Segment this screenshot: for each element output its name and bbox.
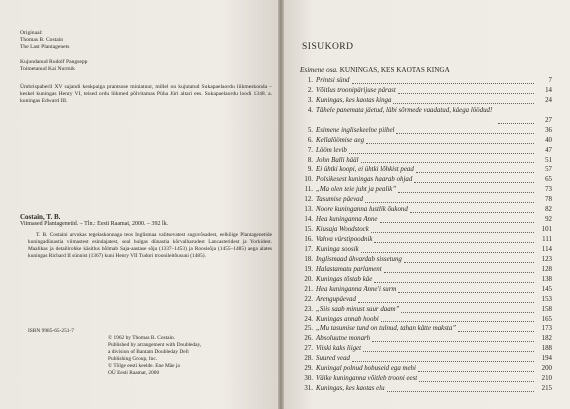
credit-line bbox=[20, 52, 272, 59]
toc-entry-page: 194 bbox=[541, 355, 552, 363]
toc-entry-number: 10. bbox=[304, 176, 313, 184]
toc-entry-page: 123 bbox=[541, 255, 552, 263]
toc-entry-page: 92 bbox=[545, 216, 552, 224]
toc-entry-page: 111 bbox=[542, 236, 552, 244]
toc-leader-dots bbox=[352, 361, 534, 362]
toc-entry-page: 200 bbox=[541, 365, 552, 373]
toc-leader-dots bbox=[498, 123, 534, 124]
toc-entry-title: Hea kuninganna Anne'i surm bbox=[316, 285, 397, 293]
toc-leader-dots bbox=[404, 262, 534, 263]
toc-entry[interactable] bbox=[300, 126, 552, 136]
toc-entry[interactable] bbox=[300, 106, 552, 126]
isbn: ISBN 9985-65-251-7 bbox=[28, 328, 74, 334]
right-page bbox=[284, 0, 570, 409]
toc-leader-dots bbox=[393, 103, 534, 104]
toc-entry-title: Kiusaja Woodstock bbox=[316, 226, 369, 234]
toc-entry-page: 145 bbox=[541, 285, 552, 293]
toc-entry-title: Printsi sünd bbox=[316, 77, 350, 84]
toc-entry[interactable] bbox=[300, 324, 552, 334]
toc-entry[interactable] bbox=[300, 285, 552, 295]
toc-entry-page: 114 bbox=[541, 245, 552, 253]
toc-leader-dots bbox=[401, 312, 534, 313]
toc-entry[interactable] bbox=[300, 76, 552, 86]
toc-leader-dots bbox=[361, 162, 535, 163]
toc-entry-number: 29. bbox=[304, 365, 313, 373]
toc-entry-title: Võitlus troonipärijuse pärast bbox=[316, 86, 396, 94]
toc-entry-page: 36 bbox=[545, 126, 552, 134]
toc-entry-number: 26. bbox=[304, 335, 313, 343]
toc-entry-number: 23. bbox=[304, 305, 313, 313]
toc-entry-page: 73 bbox=[545, 186, 552, 194]
toc-entry-title: Inglismaad ähvardab sissetung bbox=[316, 255, 402, 263]
toc-entry-number: 27. bbox=[304, 345, 313, 353]
toc-leader-dots bbox=[398, 93, 534, 94]
toc-entry-title: Esimene inglisekeelne piibel bbox=[316, 126, 395, 134]
toc-leader-dots bbox=[419, 381, 534, 382]
toc-entry[interactable] bbox=[300, 86, 552, 96]
copyright-line: Publishing Group, Inc. bbox=[108, 356, 158, 362]
toc-entry-title: Kuningas, kes kaotas kinga bbox=[316, 96, 392, 104]
toc-entry-title: „Siis saab minust suur daam” bbox=[316, 305, 400, 313]
toc-leader-dots bbox=[410, 212, 534, 213]
toc-entry-number: 19. bbox=[304, 265, 313, 273]
copyright-line: © Tõlge eesti keelde. Ene Mäe ja bbox=[108, 363, 180, 369]
toc-entry-number: 20. bbox=[304, 275, 313, 283]
toc-entry-title: Vahva vürstipoodnik bbox=[316, 236, 373, 244]
credit-line: The Last Plantagenets bbox=[20, 44, 70, 51]
copyright-line: a division of Bantam Doubleday Dell bbox=[108, 349, 189, 355]
toc-leader-dots bbox=[398, 292, 534, 293]
toc-entry-title: Polsikesest kuningas haarab ohjad bbox=[316, 176, 413, 184]
toc-entry-page: 7 bbox=[548, 77, 552, 84]
toc-entry[interactable] bbox=[300, 384, 552, 394]
toc-entry-page: 24 bbox=[545, 96, 552, 104]
abstract-text: T. B. Costaini arvukas tegelaskonnaga teos Inglismaa valitsevatest suguvõsadest, eelkõige Plantagenetide kuningadünastia viimastest esindajatest, seal hulgas dünastia kõrvalharudest Lancasteridest ja Yorkidest. Maalikas ja detailirohke käsitlus hõlmab Saja-aastase sõja (1337–1453) ja Roosisõja (1455–1485) aega alates kuningas Richard II sünnist (1367) kuni Henry VII Tudori troonileitõusuni (1485). bbox=[28, 232, 272, 259]
toc-leader-dots bbox=[374, 282, 534, 283]
toc-entry-page: 51 bbox=[545, 156, 552, 164]
table-of-contents bbox=[300, 76, 552, 394]
part-prefix: Esimene osa. bbox=[300, 66, 338, 74]
toc-entry-number: 30. bbox=[304, 375, 313, 383]
toc-entry-number: 3. bbox=[307, 96, 313, 104]
credit-line: Kujundanud Rudolf Pangsepp bbox=[20, 58, 88, 65]
toc-entry[interactable] bbox=[300, 315, 552, 325]
toc-entry-page: 14 bbox=[545, 86, 552, 94]
toc-entry-number: 14. bbox=[304, 216, 313, 224]
copyright-line: © 1962 by Thomas B. Costain. bbox=[108, 335, 176, 341]
toc-entry[interactable] bbox=[300, 165, 552, 175]
toc-entry-number: 21. bbox=[304, 285, 313, 293]
toc-entry[interactable] bbox=[300, 175, 552, 185]
credit-line: Toimetanud Kai Nurmik bbox=[20, 66, 75, 73]
toc-entry[interactable] bbox=[300, 195, 552, 205]
toc-entry-number: 6. bbox=[307, 136, 313, 144]
toc-leader-dots bbox=[387, 391, 534, 392]
toc-leader-dots bbox=[363, 351, 534, 352]
toc-leader-dots bbox=[358, 302, 534, 303]
credit-line: Originaal: bbox=[20, 30, 43, 36]
toc-entry[interactable] bbox=[300, 235, 552, 245]
toc-entry-title: Kuningas tõstab käe bbox=[316, 275, 373, 283]
toc-leader-dots bbox=[414, 182, 534, 183]
toc-leader-dots bbox=[349, 153, 534, 154]
toc-leader-dots bbox=[458, 331, 534, 332]
toc-entry-title: Kuninga soosik bbox=[316, 245, 359, 253]
toc-entry[interactable] bbox=[300, 156, 552, 166]
toc-entry[interactable] bbox=[300, 364, 552, 374]
toc-entry-number: 5. bbox=[307, 126, 313, 134]
part-name: KUNINGAS, KES KAOTAS KINGA bbox=[339, 66, 450, 74]
catalog-heading: Costain, T. B. bbox=[20, 213, 61, 221]
part-title bbox=[300, 66, 450, 74]
toc-title: SISUKORD bbox=[302, 42, 354, 52]
toc-entry-number: 8. bbox=[307, 156, 313, 164]
toc-leader-dots bbox=[384, 272, 534, 273]
toc-leader-dots bbox=[398, 192, 534, 193]
toc-entry-page: 188 bbox=[541, 345, 552, 353]
toc-entry-number: 11. bbox=[304, 186, 313, 194]
toc-entry-number: 7. bbox=[307, 146, 313, 154]
toc-entry[interactable] bbox=[300, 136, 552, 146]
toc-entry-page: 138 bbox=[541, 275, 552, 283]
toc-leader-dots bbox=[374, 242, 534, 243]
toc-entry[interactable] bbox=[300, 255, 552, 265]
toc-entry-title: Halastamatu parlament bbox=[316, 265, 382, 273]
toc-entry-number: 2. bbox=[307, 86, 313, 94]
toc-entry-page: 78 bbox=[545, 196, 552, 204]
toc-leader-dots bbox=[366, 143, 534, 144]
toc-entry-page: 153 bbox=[541, 295, 552, 303]
toc-entry[interactable] bbox=[300, 305, 552, 315]
toc-leader-dots bbox=[380, 222, 535, 223]
toc-entry-title: Absoluutne monarh bbox=[316, 335, 371, 343]
toc-entry-title: „Mu tasumise tund on tulnud, tahan kätte maksta” bbox=[316, 325, 457, 333]
toc-leader-dots bbox=[361, 252, 534, 253]
toc-entry-title: Kuningal polnud hobuseid ega mehi bbox=[316, 365, 416, 373]
toc-entry-title: Kellalöömise aeg bbox=[316, 136, 365, 144]
toc-entry[interactable] bbox=[300, 245, 552, 255]
catalog-abstract bbox=[28, 232, 272, 260]
toc-entry-number: 12. bbox=[304, 196, 313, 204]
credits-block bbox=[20, 30, 272, 73]
toc-entry[interactable] bbox=[300, 185, 552, 195]
toc-entry-title: John Balli hääl bbox=[316, 156, 359, 164]
toc-entry-number: 28. bbox=[304, 355, 313, 363]
toc-entry-number: 22. bbox=[304, 295, 313, 303]
toc-leader-dots bbox=[381, 321, 534, 322]
toc-entry-page: 40 bbox=[545, 136, 552, 144]
toc-entry-number: 15. bbox=[304, 226, 313, 234]
toc-leader-dots bbox=[396, 133, 534, 134]
toc-entry-page: 128 bbox=[541, 265, 552, 273]
toc-entry[interactable] bbox=[300, 354, 552, 364]
toc-leader-dots bbox=[365, 202, 534, 203]
toc-entry[interactable] bbox=[300, 215, 552, 225]
toc-entry[interactable] bbox=[300, 344, 552, 354]
toc-entry[interactable] bbox=[300, 225, 552, 235]
toc-entry-page: 210 bbox=[541, 375, 552, 383]
toc-entry-page: 215 bbox=[541, 385, 552, 393]
left-page bbox=[0, 0, 278, 409]
toc-entry-title: Tasumise päevad bbox=[316, 196, 364, 204]
copyright-line: OÜ Eesti Raamat, 2000 bbox=[108, 370, 160, 376]
toc-entry-title: Suured vead bbox=[316, 355, 350, 363]
credit-line: Thomas B. Costain bbox=[20, 37, 64, 44]
toc-leader-dots bbox=[352, 83, 534, 84]
toc-entry-page: 57 bbox=[545, 166, 552, 174]
toc-entry-title: Kuningas annab hoobi bbox=[316, 315, 379, 323]
toc-leader-dots bbox=[371, 232, 534, 233]
toc-entry-title: Viiski kaks liiget bbox=[316, 345, 362, 353]
toc-entry-number: 16. bbox=[304, 236, 313, 244]
toc-entry-title: Ei ühtki koopi, ei ühtki lõhkist pead bbox=[316, 166, 414, 174]
toc-entry[interactable] bbox=[300, 265, 552, 275]
toc-entry-page: 182 bbox=[541, 335, 552, 343]
toc-entry-title: Väike kuninganna võitleb trooni eest bbox=[316, 375, 418, 383]
toc-entry-page: 158 bbox=[541, 305, 552, 313]
toc-entry-page: 47 bbox=[545, 146, 552, 154]
toc-entry-page: 27 bbox=[545, 116, 552, 124]
toc-entry-number: 24. bbox=[304, 315, 313, 323]
toc-entry[interactable] bbox=[300, 146, 552, 156]
catalog-subhead: Viimased Plantagenetid. – Tln.: Eesti Raamat, 2000. – 392 lk. bbox=[20, 221, 169, 227]
toc-entry-number: 13. bbox=[304, 206, 313, 214]
toc-entry-number: 25. bbox=[304, 325, 313, 333]
toc-entry-number: 18. bbox=[304, 255, 313, 263]
toc-entry[interactable] bbox=[300, 295, 552, 305]
toc-entry-title: Kuningas, kes kaotas elu bbox=[316, 385, 385, 393]
toc-entry-title: Hea kuninganna Anne bbox=[316, 216, 378, 224]
toc-leader-dots bbox=[418, 371, 534, 372]
toc-entry-page: 82 bbox=[545, 206, 552, 214]
toc-entry-page: 65 bbox=[545, 176, 552, 184]
toc-entry[interactable] bbox=[300, 96, 552, 106]
toc-entry-number: 1. bbox=[307, 77, 313, 84]
copyright-block bbox=[108, 335, 268, 377]
toc-entry-number: 17. bbox=[304, 245, 313, 253]
toc-entry-page: 101 bbox=[541, 226, 552, 234]
toc-entry-title: Noore kuninganna lustlik õukond bbox=[316, 206, 408, 214]
toc-entry-title: „Ma olen teie juht ja pealik” bbox=[316, 186, 397, 194]
toc-entry-page: 173 bbox=[541, 325, 552, 333]
toc-entry[interactable] bbox=[300, 334, 552, 344]
toc-entry-page: 165 bbox=[541, 315, 552, 323]
toc-leader-dots bbox=[372, 341, 534, 342]
toc-entry[interactable] bbox=[300, 275, 552, 285]
toc-entry[interactable] bbox=[300, 374, 552, 384]
toc-entry[interactable] bbox=[300, 205, 552, 215]
toc-entry-number: 9. bbox=[307, 166, 313, 174]
copyright-line: Published by arrangement with Doubleday, bbox=[108, 342, 202, 348]
toc-entry-number: 31. bbox=[304, 385, 313, 393]
cover-note: Ümbrispaberil XV sajandi keskpaiga prantsuse miniatuur, millel on kujutatud Sukapaelaordu liikmeskonda – keskel kuningas Henry VI, teised ordu liikmed põlvitamas Püha Jüri altari ees. Sukapaelaordu loodi 1348. a. kuningas Edward III. bbox=[20, 84, 272, 105]
toc-entry-title: Tähele panemata jäetud, läbi sõrmede vaadatud, käega löödud! bbox=[316, 106, 493, 114]
toc-entry-title: Arengupäevad bbox=[316, 295, 356, 303]
toc-leader-dots bbox=[416, 172, 534, 173]
toc-entry-title: Lööm levib bbox=[316, 146, 347, 154]
toc-entry-number: 4. bbox=[307, 106, 313, 114]
